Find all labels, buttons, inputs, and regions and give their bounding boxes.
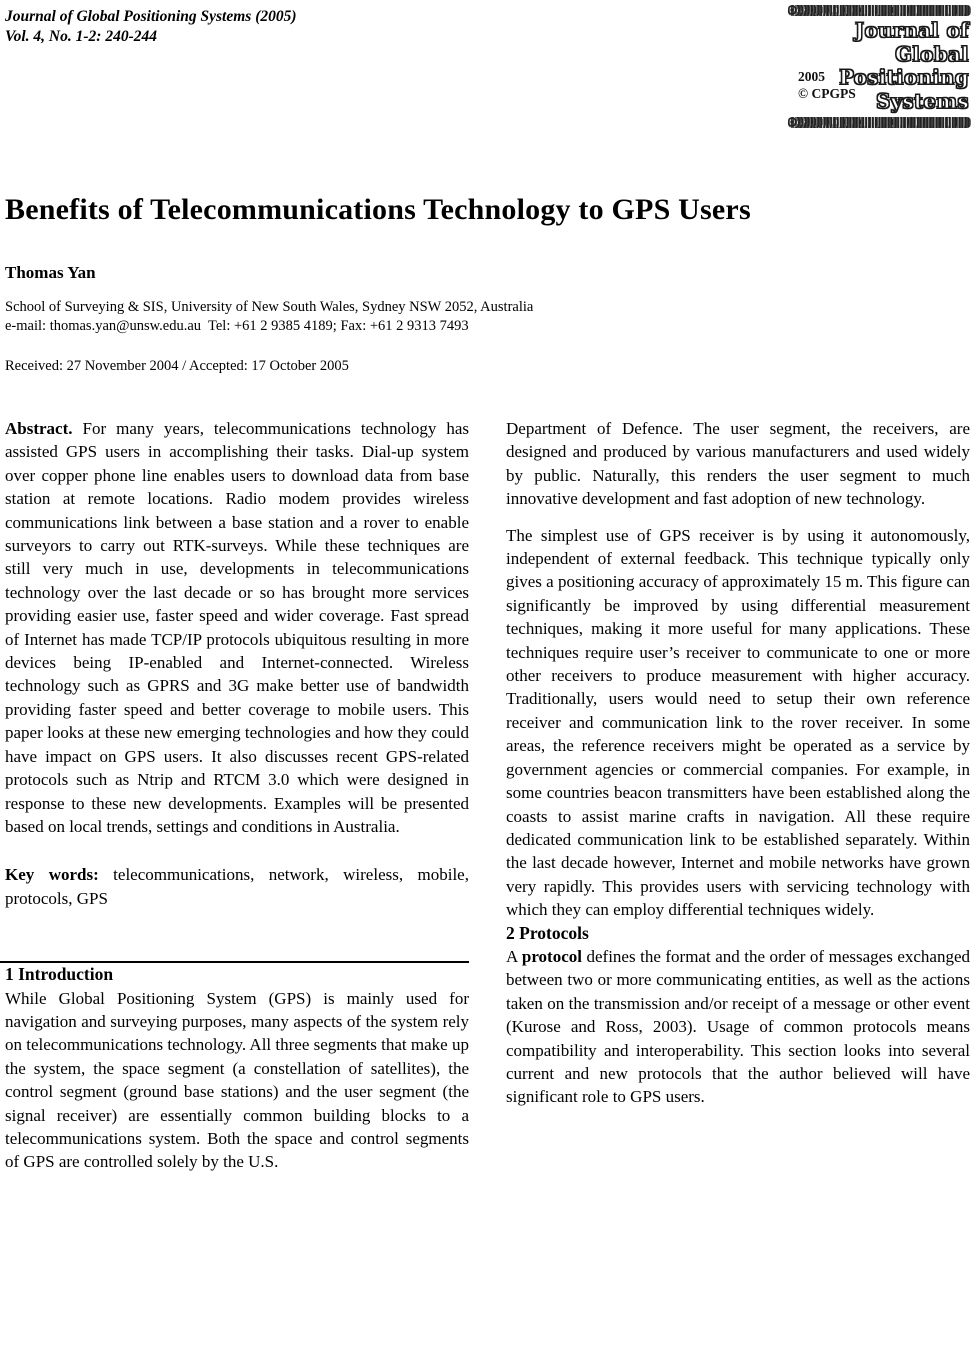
- logo-title-line1: Journal of Global: [854, 19, 969, 66]
- protocol-term: protocol: [521, 946, 582, 966]
- keywords-text: telecommunications, network, wireless, mobile, protocols, GPS: [5, 865, 469, 908]
- author-affiliation-block: [5, 298, 971, 336]
- keywords-paragraph: [5, 863, 469, 910]
- logo-copyright: © CPGPS: [798, 86, 856, 101]
- left-column: [5, 417, 469, 1174]
- section-heading-introduction: 1 Introduction: [5, 964, 114, 985]
- page-header: [5, 5, 971, 130]
- logo-title-line3: Systems: [876, 89, 969, 113]
- received-dates: Received: 27 November 2004 / Accepted: 17 October 2005: [5, 358, 349, 374]
- author-contact: e-mail: thomas.yan@unsw.edu.au Tel: +61 2 9385 4189; Fax: +61 2 9313 7493: [5, 318, 469, 334]
- logo-year: 2005: [798, 69, 825, 84]
- author-affiliation: School of Surveying & SIS, University of New South Wales, Sydney NSW 2052, Australia: [5, 299, 534, 315]
- keywords-label: Key words:: [5, 865, 99, 885]
- right-column: [506, 417, 970, 1174]
- abstract-paragraph: [5, 417, 469, 838]
- journal-name: Journal of Global Positioning Systems (2005): [5, 8, 297, 25]
- protocol-text-post: defines the format and the order of messages exchanged between two or more communicating entities, as well as the actions taken on the transmission and/or receipt of a message or other event (Kurose and Ross, 2003). Usage of common protocols means compatibility and interoperability. This section looks into several current and new protocols that the author believed will have significant role to GPS users.: [506, 946, 971, 1107]
- protocols-paragraph: [506, 945, 970, 1109]
- abstract-label: Abstract.: [5, 419, 73, 438]
- section-heading-protocols: 2 Protocols: [506, 922, 589, 943]
- logo-meta: [798, 68, 856, 102]
- two-column-body: [5, 417, 971, 1174]
- logo-title-line2: Positioning: [839, 66, 969, 89]
- journal-logo: [788, 5, 971, 128]
- logo-ornament-top: [788, 5, 971, 16]
- journal-volume: Vol. 4, No. 1-2: 240-244: [5, 27, 157, 45]
- introduction-paragraph: While Global Positioning System (GPS) is mainly used for navigation and surveying purposes, many aspects of the system rely on telecommunications technology. All three segments that make up the system, the space segment (a constellation of satellites), the control segment (ground base stations) and the user segment (the signal receiver) are essentially common building blocks to a telecommunications system. Both the space and control segments of GPS are controlled solely by the U.S.: [5, 988, 469, 1172]
- logo-middle: [788, 16, 971, 117]
- paper-title: Benefits of Telecommunications Technology to GPS Users: [5, 193, 751, 226]
- protocol-text-pre: A: [506, 946, 522, 966]
- author-name: Thomas Yan: [5, 263, 96, 282]
- abstract-text: For many years, telecommunications technology has assisted GPS users in accomplishing their tasks. Dial-up system over copper phone line enables users to download data from base station at remote locations. Radio modem provides wireless communications link between a base station and a rover to enable surveyors to carry out RTK-surveys. While these techniques are still very much in use, developments in telecommunications technology over the last decade or so has brought more services providing easier use, faster speed and wider coverage. Fast spread of Internet has made TCP/IP protocols ubiquitous resulting in more devices being IP-enabled and Internet-connected. Wireless technology such as GPRS and 3G make better use of bandwidth providing faster speed and better coverage to mobile users. This paper looks at these new emerging technologies and how they could have impact on GPS users. It also discusses recent GPS-related protocols such as Ntrip and RTCM 3.0 which were designed in response to these new developments. Examples will be presented based on local trends, settings and conditions in Australia.: [5, 419, 469, 836]
- differential-techniques-paragraph: The simplest use of GPS receiver is by using it autonomously, independent of external feedback. This technique typically only gives a positioning accuracy of approximately 15 m. This figure can significantly be improved by using differential measurement techniques, making it more useful for many applications. These techniques require user’s receiver to communicate to one or more other receivers to produce measurement with higher accuracy. Traditionally, users would need to setup their own reference receiver and communication link to the rover receiver. In some areas, the reference receivers might be operated as a service by government agencies or commercial companies. For example, in some countries beacon transmitters have been established along the coasts to assist marine crafts in navigation. All these require dedicated communication link to be established separately. Within the last decade however, Internet and mobile networks have grown very rapidly. This provides users with servicing technology with which they can employ differential techniques widely.: [506, 525, 970, 920]
- user-segment-paragraph: Department of Defence. The user segment, the receivers, are designed and produced by various manufacturers and used widely by public. Naturally, this renders the user segment to much innovative development and fast adoption of new technology.: [506, 419, 970, 509]
- logo-ornament-bottom: [788, 117, 971, 128]
